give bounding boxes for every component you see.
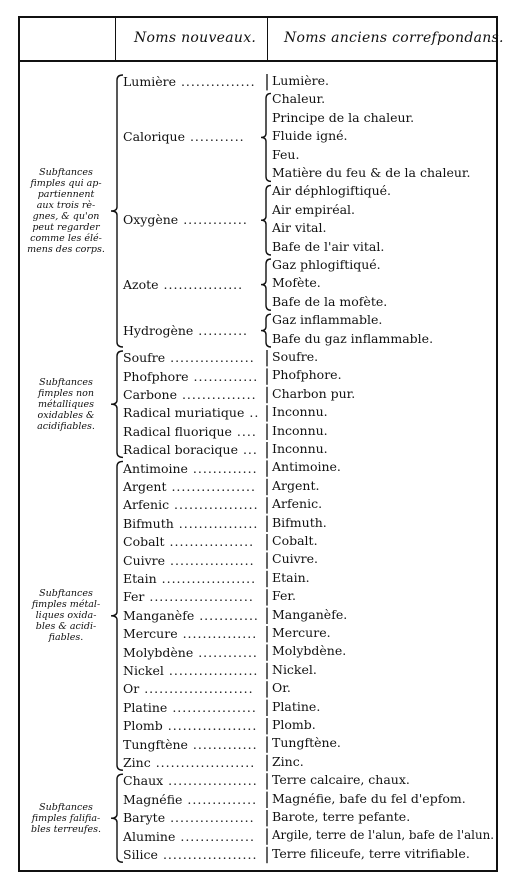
category-label-line: Subftances <box>39 588 93 600</box>
category-label-line: acidifiables. <box>37 420 95 432</box>
new-name: Magnéfie <box>123 791 183 807</box>
old-name: Bafe du gaz inflammable. <box>272 330 434 346</box>
leader-dots: ................. <box>165 810 255 826</box>
leader-dots: ................. <box>165 350 255 366</box>
new-name: Zinc <box>123 755 151 770</box>
new-name: Argent <box>123 479 167 494</box>
old-name: Chaleur. <box>272 91 326 107</box>
leader-dots: ............. <box>187 460 258 476</box>
new-name-cell <box>123 497 259 513</box>
new-name-cell <box>123 645 258 661</box>
new-name-cell <box>123 212 248 228</box>
new-name: Platine <box>123 699 168 715</box>
new-name: Or <box>123 681 140 697</box>
leader-dots: ............ <box>194 607 259 623</box>
new-name: Lumière <box>123 74 176 90</box>
category-label <box>22 802 110 835</box>
new-name: Arfenic <box>123 497 170 513</box>
category-label-line: peut regarder <box>32 222 100 233</box>
old-name: Nickel. <box>272 661 317 677</box>
category-label-line: fimples métal- <box>31 599 101 611</box>
old-name: Molybdène. <box>272 643 347 659</box>
old-name: Mofète. <box>272 275 321 291</box>
new-name: Fer <box>123 589 145 605</box>
new-name-cell <box>123 810 255 826</box>
old-name: Cobalt. <box>272 533 318 548</box>
new-name: Calorique <box>123 129 185 145</box>
new-name-cell <box>123 369 258 385</box>
new-name: Baryte <box>123 810 166 826</box>
old-name: Platine. <box>272 698 321 714</box>
new-name-cell <box>123 350 255 366</box>
new-name-cell <box>123 534 254 550</box>
new-name: Etain <box>123 571 157 586</box>
new-name: Alumine <box>123 828 176 844</box>
new-name: Antimoine <box>123 460 188 476</box>
new-name-cell <box>123 608 259 624</box>
new-name: Bifmuth <box>123 515 174 531</box>
row-brace <box>261 259 271 310</box>
new-name: Molybdène <box>123 644 194 660</box>
category-label <box>22 588 110 643</box>
old-name: Soufre. <box>272 349 319 364</box>
new-name-cell <box>123 405 259 421</box>
new-name: Carbone <box>123 387 177 402</box>
new-name-cell <box>123 479 256 495</box>
old-name: Inconnu. <box>272 404 328 420</box>
leader-dots: ........... <box>184 129 245 145</box>
new-name-cell <box>123 829 255 845</box>
category-label-line: oxidables & <box>37 409 95 421</box>
new-name-cell <box>123 700 257 716</box>
new-name: Cobalt <box>123 534 165 550</box>
leader-dots: ............... <box>177 626 258 642</box>
leader-dots: .................. <box>163 773 258 789</box>
old-name: Gaz phlogiftiqué. <box>272 257 381 272</box>
category-brace <box>111 461 123 770</box>
leader-dots: .......... <box>193 322 249 338</box>
row-brace <box>261 185 271 255</box>
old-name: Phofphore. <box>272 367 342 383</box>
new-name: Manganèfe <box>123 607 195 623</box>
category-label-line: aux trois rè- <box>36 200 96 211</box>
leader-dots: ................ <box>173 515 259 531</box>
new-name-cell <box>123 387 257 403</box>
new-name-cell <box>123 737 258 753</box>
category-label-line: Subftances <box>39 167 93 178</box>
leader-dots: .................... <box>150 755 256 770</box>
new-name-cell <box>123 323 248 339</box>
new-name-cell <box>123 424 257 440</box>
leader-dots: .................. <box>163 663 259 678</box>
old-name: Fer. <box>272 588 296 604</box>
leader-dots: .................. <box>162 718 258 734</box>
leader-dots: ................. <box>164 534 255 550</box>
new-name: Mercure <box>123 626 178 642</box>
old-name: Zinc. <box>272 753 304 769</box>
new-name: Hydrogène <box>123 322 194 338</box>
new-name: Nickel <box>123 663 164 678</box>
category-label-line: comme les élé- <box>30 233 102 244</box>
new-name: Radical muriatique <box>123 405 245 421</box>
new-name: Chaux <box>123 773 164 789</box>
old-name: Terre calcaire, chaux. <box>272 772 410 788</box>
old-name: Air déphlogiftiqué. <box>272 183 392 199</box>
new-name-cell <box>123 792 257 808</box>
old-name: Barote, terre pefante. <box>272 809 411 824</box>
row-brace <box>261 314 271 347</box>
category-label-line: fimples qui ap- <box>30 178 102 189</box>
old-name: Bifmuth. <box>272 514 327 530</box>
old-name: Arfenic. <box>272 496 323 512</box>
new-name-cell <box>123 553 255 569</box>
new-name-cell <box>123 755 255 771</box>
old-name: Magnéfie, bafe du fel d'epfom. <box>272 790 466 806</box>
old-name: Air empiréal. <box>272 201 356 217</box>
new-name: Azote <box>123 276 159 292</box>
old-name: Gaz inflammable. <box>272 312 383 328</box>
old-name: Etain. <box>272 569 310 585</box>
leader-dots: ................. <box>165 552 255 568</box>
old-name: Plomb. <box>272 717 316 732</box>
new-name-cell <box>123 663 258 679</box>
new-name-cell <box>123 277 243 293</box>
new-name-cell <box>123 516 258 532</box>
old-name: Bafe de l'air vital. <box>272 238 385 254</box>
leader-dots: ............. <box>178 212 248 228</box>
category-label-line: bles terreufes. <box>31 823 101 835</box>
old-name: Mercure. <box>272 625 331 640</box>
category-brace <box>111 351 123 457</box>
category-label-line: gnes, & qu'on <box>32 211 100 222</box>
old-name: Argent. <box>272 477 320 493</box>
leader-dots: ............... <box>176 387 257 402</box>
new-name-cell <box>123 461 258 477</box>
old-name: Or. <box>272 680 291 696</box>
category-brace <box>111 774 123 862</box>
category-label-line: Subftances <box>39 801 93 813</box>
category-label-line: fimples falifia- <box>31 812 101 824</box>
leader-dots: ................. <box>167 699 257 715</box>
leader-dots: ................. <box>166 479 257 494</box>
new-name: Oxygène <box>123 212 179 228</box>
header-old-names: Noms anciens correfpondans. <box>284 30 504 46</box>
leader-dots: ..................... <box>144 589 254 605</box>
leader-dots: ............. <box>188 368 259 384</box>
new-name-cell <box>123 129 245 145</box>
new-name-cell <box>123 626 257 642</box>
new-name-cell <box>123 773 258 789</box>
old-name: Air vital. <box>272 220 327 236</box>
category-label-line: liques oxida- <box>35 610 97 622</box>
old-name: Terre filiceufe, terre vitrifiable. <box>272 845 470 861</box>
header-new-names: Noms nouveaux. <box>134 30 257 46</box>
category-label-line: métalliques <box>38 398 94 410</box>
category-label-line: Subftances <box>39 376 93 388</box>
old-name: Fluide igné. <box>272 128 348 144</box>
old-name: Bafe de la mofète. <box>272 293 388 309</box>
category-label-line: fimples non <box>38 387 94 399</box>
category-label-line: partiennent <box>37 189 95 200</box>
new-name: Tungftène <box>123 736 188 752</box>
old-name: Tungftène. <box>272 735 341 751</box>
category-label-line: bles & acidi- <box>35 621 97 633</box>
new-name: Silice <box>123 847 158 862</box>
leader-dots: ............. <box>187 736 258 752</box>
old-name: Inconnu. <box>272 422 328 438</box>
old-name: Manganèfe. <box>272 606 348 622</box>
leader-dots: .... <box>231 423 257 439</box>
category-label <box>22 377 110 432</box>
new-name: Phofphore <box>123 368 189 384</box>
category-label-line: mens des corps. <box>27 244 105 255</box>
old-name: Lumière. <box>272 73 329 88</box>
leader-dots: .. <box>244 405 260 421</box>
category-label <box>22 167 110 255</box>
old-name: Argile, terre de l'alun, bafe de l'alun. <box>272 827 495 843</box>
leader-dots: ................ <box>158 276 244 292</box>
new-name: Cuivre <box>123 552 166 568</box>
old-name: Principe de la chaleur. <box>272 109 415 125</box>
new-name-cell <box>123 589 254 605</box>
new-name-cell <box>123 681 254 697</box>
row-brace <box>261 93 271 181</box>
old-name: Inconnu. <box>272 441 328 456</box>
new-name-cell <box>123 718 257 734</box>
new-name: Plomb <box>123 718 163 734</box>
new-name: Soufre <box>123 350 166 366</box>
old-name: Charbon pur. <box>272 385 356 401</box>
leader-dots: ................... <box>157 847 258 862</box>
leader-dots: ... <box>237 442 258 458</box>
category-label-line: fiables. <box>48 632 84 644</box>
new-name: Radical boracique <box>123 442 238 458</box>
old-name: Matière du feu & de la chaleur. <box>272 165 471 180</box>
category-brace <box>111 75 123 347</box>
new-name-cell <box>123 571 256 587</box>
new-name-cell <box>123 442 258 458</box>
leader-dots: ............ <box>193 644 258 660</box>
leader-dots: ............... <box>175 74 256 90</box>
old-name: Cuivre. <box>272 551 319 567</box>
leader-dots: .............. <box>182 791 258 807</box>
old-name: Feu. <box>272 146 300 162</box>
old-name: Antimoine. <box>272 459 341 475</box>
new-name: Radical fluorique <box>123 423 232 439</box>
leader-dots: ............... <box>175 828 255 844</box>
leader-dots: ................. <box>169 497 259 513</box>
new-name-cell <box>123 74 256 90</box>
new-name-cell <box>123 847 257 863</box>
leader-dots: ................... <box>156 571 257 586</box>
leader-dots: ...................... <box>139 681 254 697</box>
